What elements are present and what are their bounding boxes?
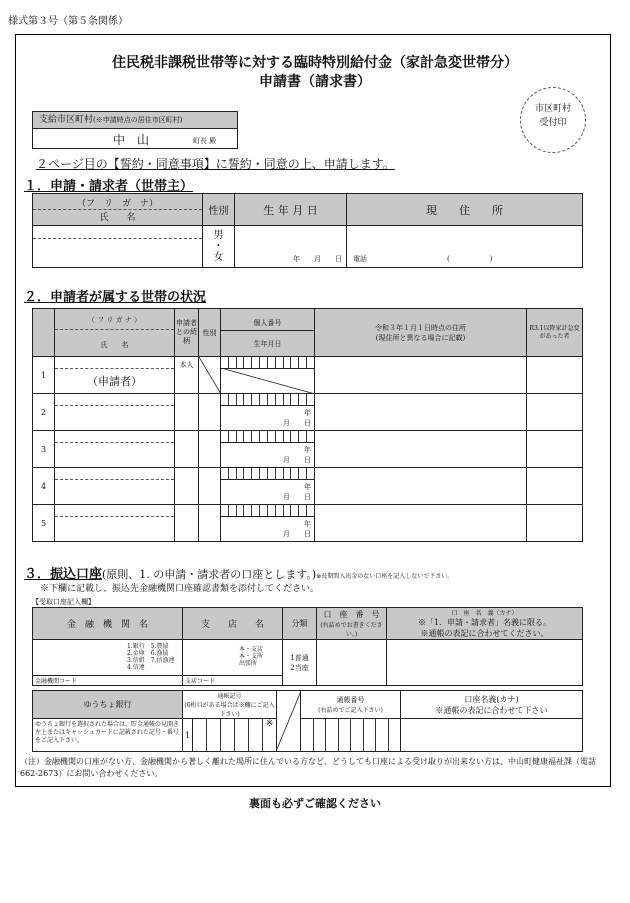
reception-stamp-area — [520, 87, 586, 153]
s2-digit-boxes[interactable] — [221, 505, 314, 517]
s2-row-number: 3 — [33, 431, 55, 468]
s1-dob-header: 生 年 月 日 — [235, 194, 347, 226]
s2-change-cell[interactable] — [527, 505, 583, 542]
bank-code-label: 金融機関コード — [35, 678, 78, 685]
section1-title: １．申請・請求者（世帯主） — [24, 179, 194, 194]
account-type-input[interactable]: 1普通 2当座 — [283, 640, 317, 686]
s2-row-number: 2 — [33, 394, 55, 431]
section2-title: ２．申請者が属する世帯の状況 — [24, 290, 207, 305]
s2-mynumber-header — [221, 309, 315, 357]
s2-mynumber-label: 個人番号 — [221, 316, 314, 331]
s1-phone-label: 電話 — [353, 255, 367, 263]
s2-relation-cell[interactable] — [175, 431, 199, 468]
s1-furigana-input[interactable] — [33, 226, 202, 239]
s2-digit-boxes[interactable] — [221, 394, 314, 406]
s2-relation-cell[interactable] — [175, 394, 199, 431]
s2-year: 年 — [304, 483, 311, 491]
section3-note-right: ※長期間入出金のない口座を記入しないで下さい。 — [316, 573, 454, 580]
s2-month-day: 月 日 — [283, 493, 311, 501]
passbook-code-note: (6桁目がある場合は※欄にご記入下さい) — [184, 702, 275, 718]
account-holder-header — [387, 608, 583, 640]
s2-digit-boxes[interactable] — [221, 431, 314, 443]
s2-name-cell[interactable] — [55, 431, 175, 468]
s2-self-label: 本人 — [175, 357, 199, 394]
s2-year: 年 — [304, 409, 311, 417]
yucho-holder-label: 口座名義(カナ) — [464, 694, 519, 704]
s2-mynumber-cell[interactable] — [221, 357, 315, 394]
municipality-label: 支給市区町村 — [39, 115, 94, 125]
municipality-suffix: 町長 殿 — [193, 137, 217, 145]
s1-address-header: 現 住 所 — [347, 194, 583, 226]
table-row — [33, 431, 583, 468]
yucho-table — [32, 690, 583, 752]
s2-dob-label: 生年月日 — [253, 340, 282, 348]
s2-furigana-label: （ フ リ ガ ナ ） — [55, 315, 174, 330]
s2-change-cell[interactable] — [527, 394, 583, 431]
s2-address-cell[interactable] — [315, 394, 527, 431]
account-number-label: 口 座 番 号 — [323, 610, 380, 619]
municipality-name-box — [32, 129, 238, 149]
passbook-number-boxes[interactable] — [301, 719, 400, 751]
s2-month-day: 月 日 — [283, 456, 311, 464]
bank-table — [32, 607, 583, 686]
stamp-line2: 受付印 — [539, 118, 567, 128]
passbook-code-header — [183, 691, 277, 719]
s2-mynumber-cell[interactable] — [221, 505, 315, 542]
passbook-number-input[interactable] — [301, 719, 401, 752]
table-row — [33, 505, 583, 542]
s2-change-cell[interactable] — [527, 431, 583, 468]
table-row — [33, 357, 583, 394]
s2-change-cell[interactable] — [527, 357, 583, 394]
s2-address-cell[interactable] — [315, 505, 527, 542]
account-number-sub: (右詰めでお書きください。) — [320, 622, 383, 638]
stamp-line1: 市区町村 — [534, 104, 571, 114]
passbook-code-label: 通帳記号 — [217, 693, 242, 700]
s1-gender-header: 性別 — [203, 194, 235, 226]
s2-address-header — [315, 309, 527, 357]
s2-gender-cell[interactable] — [199, 394, 221, 431]
s2-name-header — [55, 309, 175, 357]
s2-address-sub: (現住所と異なる場合に記載) — [375, 333, 466, 342]
s2-address-cell[interactable] — [315, 468, 527, 505]
s2-relation-cell[interactable] — [175, 505, 199, 542]
footnote-mark: （注） — [20, 757, 44, 766]
section3-title: ３．振込口座 — [24, 567, 103, 582]
yucho-holder-input[interactable] — [401, 719, 583, 752]
s2-no-header — [33, 309, 55, 357]
branch-name-header: 支 店 名 — [183, 608, 283, 640]
s2-address-cell[interactable] — [315, 431, 527, 468]
s2-name-cell[interactable] — [55, 505, 175, 542]
s1-gender-m: 男 — [213, 230, 224, 241]
passbook-number-header — [301, 691, 401, 719]
s2-gender-cell[interactable] — [199, 468, 221, 505]
s2-month-day: 月 日 — [283, 530, 311, 538]
s2-gender-header: 性別 — [199, 309, 221, 357]
footnote-text: 金融機関の口座がない方、金融機関から著しく離れた場所に住んでいる方など、どうしても口座による受け取りが出来ない方は、中山町健康福祉課（電話662-2673）にお問い合わせください。 — [20, 757, 596, 778]
s2-name-cell[interactable] — [55, 468, 175, 505]
s2-name-cell[interactable] — [55, 394, 175, 431]
s2-gender-slash — [199, 357, 221, 394]
municipality-name: 中 山 — [113, 133, 150, 147]
s2-mynumber-cell[interactable] — [221, 431, 315, 468]
bank-name-header: 金 融 機 関 名 — [33, 608, 183, 640]
s2-month-day: 月 日 — [283, 419, 311, 427]
s1-gender-input[interactable] — [203, 226, 235, 268]
branch-types: 本・支店 本・支所 出張所 — [239, 646, 264, 667]
s2-change-header: R3.1以降家計急変があった者 — [527, 309, 583, 357]
form-number: 様式第３号（第５条関係） — [8, 16, 128, 27]
bank-code[interactable] — [33, 675, 183, 685]
bank-name-input[interactable] — [33, 640, 183, 686]
passbook-mark: ※ — [265, 719, 274, 729]
s2-row-number: 4 — [33, 468, 55, 505]
passbook-one: 1 — [183, 719, 193, 752]
municipality-label-box — [32, 111, 238, 129]
s2-applicant-label: （申請者） — [87, 375, 142, 388]
s2-relation-cell[interactable] — [175, 468, 199, 505]
s2-name-cell[interactable] — [55, 357, 175, 394]
account-holder-input[interactable] — [387, 640, 583, 686]
s2-row-number: 1 — [33, 357, 55, 394]
s2-change-cell[interactable] — [527, 468, 583, 505]
account-number-input[interactable] — [317, 640, 387, 686]
s1-name-header — [33, 194, 203, 226]
account-holder-label: 口 座 名 義（カナ） — [451, 610, 518, 617]
s1-gender-dot: ・ — [213, 241, 224, 252]
s1-gender-f: 女 — [213, 252, 224, 263]
form-title: 住民税非課税世帯等に対する臨時特別給付金（家計急変世帯分） — [112, 55, 518, 71]
yucho-slash — [277, 691, 301, 752]
municipality-note: (※申請時点の居住市区町村) — [93, 116, 183, 124]
s2-gender-cell[interactable] — [199, 505, 221, 542]
s2-mynumber-cell[interactable] — [221, 468, 315, 505]
form-subtitle: 申請書（請求書） — [259, 74, 371, 90]
s2-mynumber-cell[interactable] — [221, 394, 315, 431]
holder-note1: ※「1．申請・請求者」名義に限る。 — [417, 618, 552, 627]
holder-note2: ※通帳の表記に合わせてください。 — [420, 629, 549, 638]
s2-digit-boxes[interactable] — [221, 468, 314, 480]
section3-heading — [24, 563, 453, 582]
pledge-note: ２ページ目の【誓約・同意事項】に誓約・同意の上、申請します。 — [36, 157, 395, 171]
s2-address-label: 令和３年１月１日時点の住所 — [375, 323, 466, 332]
section3-title-paren: (原則、1. の申請・請求者の口座とします。) — [102, 568, 317, 581]
passbook-code-input[interactable] — [193, 719, 277, 752]
s2-row-number: 5 — [33, 505, 55, 542]
s1-dob-input[interactable]: 年 月 日 — [235, 226, 347, 268]
s1-paren-close: ) — [489, 255, 493, 263]
s2-relation-header: 申請者との続柄 — [175, 309, 199, 357]
yucho-holder-note: ※通帳の表記に合わせて下さい — [435, 705, 548, 715]
yucho-desc: ゆうちょ銀行を選択された場合は、貯金通帳の見開き左上またはキャッシュカードに記載された記号・番号をご記入下さい。 — [33, 719, 183, 752]
s1-name-label: 氏 名 — [99, 213, 136, 223]
bottom-note: 裏面も必ずご確認ください — [249, 797, 381, 810]
branch-name-input[interactable] — [183, 640, 283, 686]
passbook-code-boxes[interactable] — [193, 719, 276, 751]
s1-name-input[interactable] — [33, 226, 203, 268]
s2-year: 年 — [304, 520, 311, 528]
branch-code-label: 支店コード — [185, 678, 216, 685]
s2-name-label: 氏 名 — [100, 341, 129, 349]
yucho-header: ゆうちょ銀行 — [33, 691, 183, 719]
applicant-table — [32, 193, 583, 268]
passbook-number-sub: (右詰めでご記入下さい) — [318, 707, 383, 714]
s2-address-cell[interactable] — [315, 357, 527, 394]
s2-gender-cell[interactable] — [199, 431, 221, 468]
s2-year: 年 — [304, 446, 311, 454]
section3-note2: ※下欄に記載し、振込先金融機関口座確認書類を添付してください。 — [40, 584, 320, 594]
passbook-number-label: 通帳番号 — [336, 696, 365, 704]
household-table — [32, 308, 583, 542]
s1-address-input[interactable] — [347, 226, 583, 268]
bank-types: 1.銀行 5.農協 2.金庫 6.漁協 3.信組 7.信漁連 4.信連 — [127, 643, 175, 671]
s1-paren-open: ( — [447, 255, 450, 263]
branch-code[interactable] — [183, 675, 283, 685]
s1-furigana-label: （フ リ ガ ナ） — [33, 196, 202, 210]
type-header: 分類 — [283, 608, 317, 640]
yucho-holder-header — [401, 691, 583, 719]
table-row — [33, 468, 583, 505]
footnote — [20, 756, 606, 780]
section3-subheading: 【受取口座記入欄】 — [32, 598, 95, 606]
table-row — [33, 394, 583, 431]
account-number-header — [317, 608, 387, 640]
